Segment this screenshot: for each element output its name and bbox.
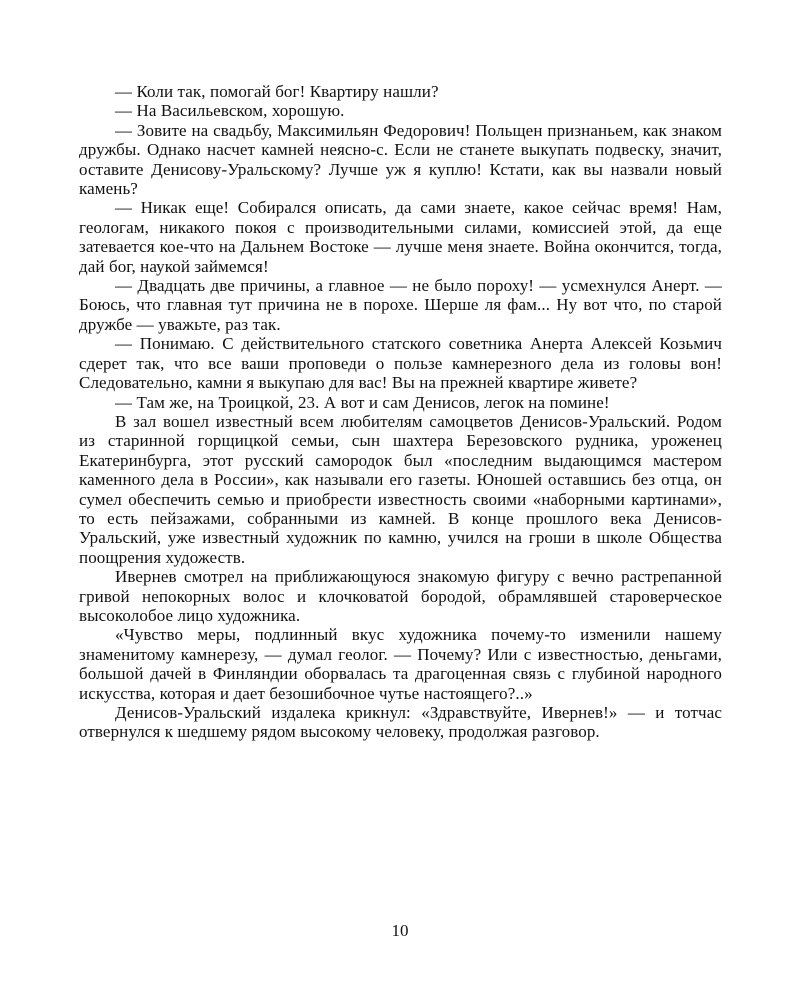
paragraph-3: — Зовите на свадьбу, Максимильян Федорович! Польщен признаньем, как знаком дружбы. Однако насчет камней неясно-с. Если не станете выкупать подвеску, значит, оставите Денисову-Уральскому? Лучше уж я куплю! Кстати, как вы назвали новый камень?: [79, 120, 722, 199]
page-number: 10: [391, 921, 409, 940]
page-text: [79, 82, 722, 742]
paragraph-5: — Двадцать две причины, а главное — не было пороху! — усмехнулся Анерт. — Боюсь, что главная тут причина не в порохе. Шерше ля фам... Ну вот что, по старой дружбе — уважьте, раз так.: [79, 276, 722, 334]
paragraph-10: «Чувство меры, подлинный вкус художника почему-то изменили нашему знаменитому камнерезу, — думал геолог. — Почему? Или с известностью, деньгами, большой дачей в Финляндии оборвалась та драгоценная связь с глубиной народного искусства, которая и дает безошибочное чутье настоящего?..»: [79, 625, 722, 703]
paragraph-9: Ивернев смотрел на приближающуюся знакомую фигуру с вечно растрепанной гривой непокорных волос и клочковатой бородой, обрамлявшей староверческое высоколобое лицо художника.: [79, 567, 722, 625]
paragraph-1: — Коли так, помогай бог! Квартиру нашли?: [115, 82, 439, 101]
paragraph-6: — Понимаю. С действительного статского советника Анерта Алексей Козьмич сдерет так, что все ваши проповеди о пользе камнерезного дела из головы вон! Следовательно, камни я выкупаю для вас! Вы на прежней квартире живете?: [79, 334, 722, 393]
paragraph-2: — На Васильевском, хорошую.: [115, 101, 345, 121]
paragraph-4: — Никак еще! Собирался описать, да сами знаете, какое сейчас время! Нам, геологам, никакого покоя с производительными силами, комиссией этой, да еще затевается кое-что на Дальнем Востоке — лучше меня знаете. Война окончится, тогда, дай бог, наукой займемся!: [79, 198, 722, 276]
paragraph-7: — Там же, на Троицкой, 23. А вот и сам Денисов, легок на помине!: [115, 392, 610, 412]
paragraph-8: В зал вошел известный всем любителям самоцветов Денисов-Уральский. Родом из старинной горщицкой семьи, сын шахтера Березовского рудника, уроженец Екатеринбурга, этот русский самородок был «последним выдающимся мастером каменного дела в России», как называли его газеты. Юношей оставшись без отца, он сумел обеспечить семью и приобрести известность своими «наборными картинами», то есть пейзажами, собранными из камней. В конце прошлого века Денисов-Уральский, уже известный художник по камню, учился на гроши в школе Общества поощрения художеств.: [79, 411, 722, 567]
paragraph-11: Денисов-Уральский издалека крикнул: «Здравствуйте, Ивернев!» — и тотчас отвернулся к шедшему рядом высокому человеку, продолжая разговор.: [79, 703, 722, 742]
